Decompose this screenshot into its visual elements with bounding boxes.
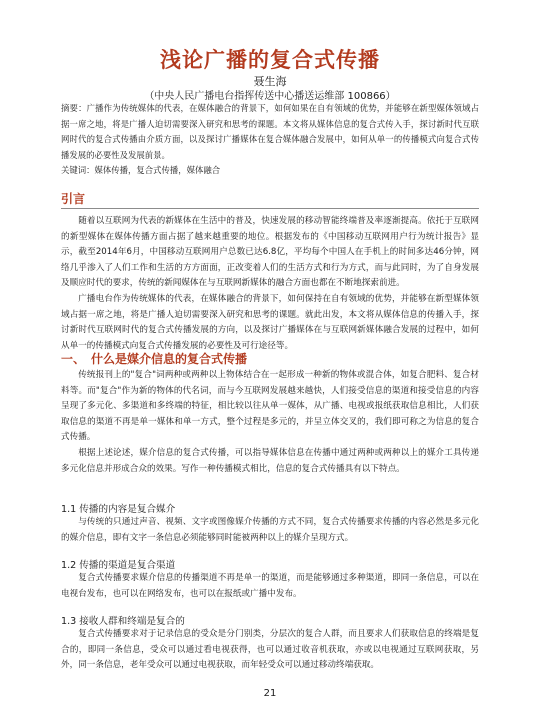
article-title: 浅论广播的复合式传播: [160, 48, 380, 72]
section-1-paragraph-2: 根据上述论述，媒介信息的复合式传播，可以指导媒体信息在传播中通过两种或两种以上的媒介工具传递多元化信息并形成合众的效果。写作一种传播模式相比，信息的复合式传播具有以下特点。: [61, 448, 479, 474]
section-1-heading: [61, 350, 247, 367]
section-1-title: 什么是媒介信息的复合式传播: [91, 352, 248, 366]
intro-paragraph-2: 广播电台作为传统媒体的代表，在媒体融合的背景下，如何保持在自有领域的优势，并能够在新型媒体领域占据一席之地，将是广播人迫切需要深入研究和思考的课题。就此出发，本文将从媒体信息的传播入手，探讨新时代互联网时代的复合式传播发展的方向，以及探讨广播媒体在与互联网新媒体融合发展的过程中，如何从单一的传播模式向复合式传播发展的必要性及可行途径等。: [61, 294, 479, 351]
author-affiliation: （中央人民广播电台指挥传送中心播送运维部 100866）: [144, 91, 396, 102]
subsection-1-2-heading: 1.2 传播的渠道是复合渠道: [61, 560, 176, 571]
intro-heading: 引言: [61, 192, 86, 206]
subsection-1-1-paragraph: 与传统的只通过声音、视频、文字或图像媒介传播的方式不同，复合式传播要求传播的内容必然是多元化的媒介信息，即有文字一条信息必须能够同时能被两种以上的媒介呈现方式。: [61, 517, 479, 543]
abstract: 摘要：广播作为传统媒体的代表，在媒体融合的背景下，如何如果在自有领域的优势，并能够在新型媒体领域占据一席之地，将是广播人迫切需要深入研究和思考的课题。本文将从媒体信息的复合式传入手，探讨新时代互联网时代的复合式传播由介质方面，以及探讨广播媒体在复合媒体融合发展中，如何从单一的传播模式向复合式传播发展的必要性及发展前景。: [61, 103, 479, 160]
intro-paragraph-1: 随着以互联网为代表的新媒体在生活中的普及，快速发展的移动智能终端普及率逐渐提高。依托于互联网的新型媒体在媒体传播方面占据了越来越重要的地位。根据发布的《中国移动互联网用户行为统计报告》显示，截至2014年6月，中国移动互联网用户总数已达6.8亿，平均每个中国人在手机上的时间多达46分钟，网络几乎渗入了人们工作和生活的方方面面，正改变着人们的生活方式和行为方式，而与此同时，为了自身发展及顺应时代的要求，传统的新闻媒体在与互联网新媒体的融合方面也都在不断地探索前进。: [61, 216, 479, 289]
section-1-paragraph-1: 传统报刊上的"复合"词两种或两种以上物体结合在一起形成一种新的物体或混合体，如复合肥料、复合材料等。而"复合"作为新的物体的代名词，而与今互联网发展越来越快，人们接受信息的渠道和接受信息的内容呈现了多元化、多渠道和多终端的特征，相比较以往从单一媒体，从广播、电视或报纸获取信息相比，人们获取信息的渠道不再是单一媒体和单一方式，整个过程是多元的，并呈立体交叉的，我们即可称之为信息的复合式传播。: [61, 370, 479, 443]
author-name: 聂生海: [253, 75, 287, 88]
section-divider: [61, 208, 479, 209]
subsection-1-1-heading: 1.1 传播的内容是复合媒介: [61, 504, 176, 515]
page-number: 21: [263, 688, 277, 699]
subsection-1-2-paragraph: 复合式传播要求媒介信息的传播渠道不再是单一的渠道，而是能够通过多种渠道，即同一条信息，可以在电视台发布，也可以在网络发布，也可以在报纸或广播中发布。: [61, 573, 479, 599]
subsection-1-3-paragraph: 复合式传播要求对于记录信息的受众是分门别类，分层次的复合人群，而且要求人们获取信息的终端是复合的，即同一条信息，受众可以通过看电视获得，也可以通过收音机获取，亦或以电视通过互联网获取，另外，同一条信息，老年受众可以通过电视获取，而年轻受众可以通过移动终端获取。: [61, 629, 479, 671]
subsection-1-3-heading: 1.3 接收人群和终端是复合的: [61, 616, 185, 627]
section-1-number: 一、: [61, 352, 86, 366]
keywords: 关键词：媒体传播，复合式传播，媒体融合: [61, 165, 221, 175]
